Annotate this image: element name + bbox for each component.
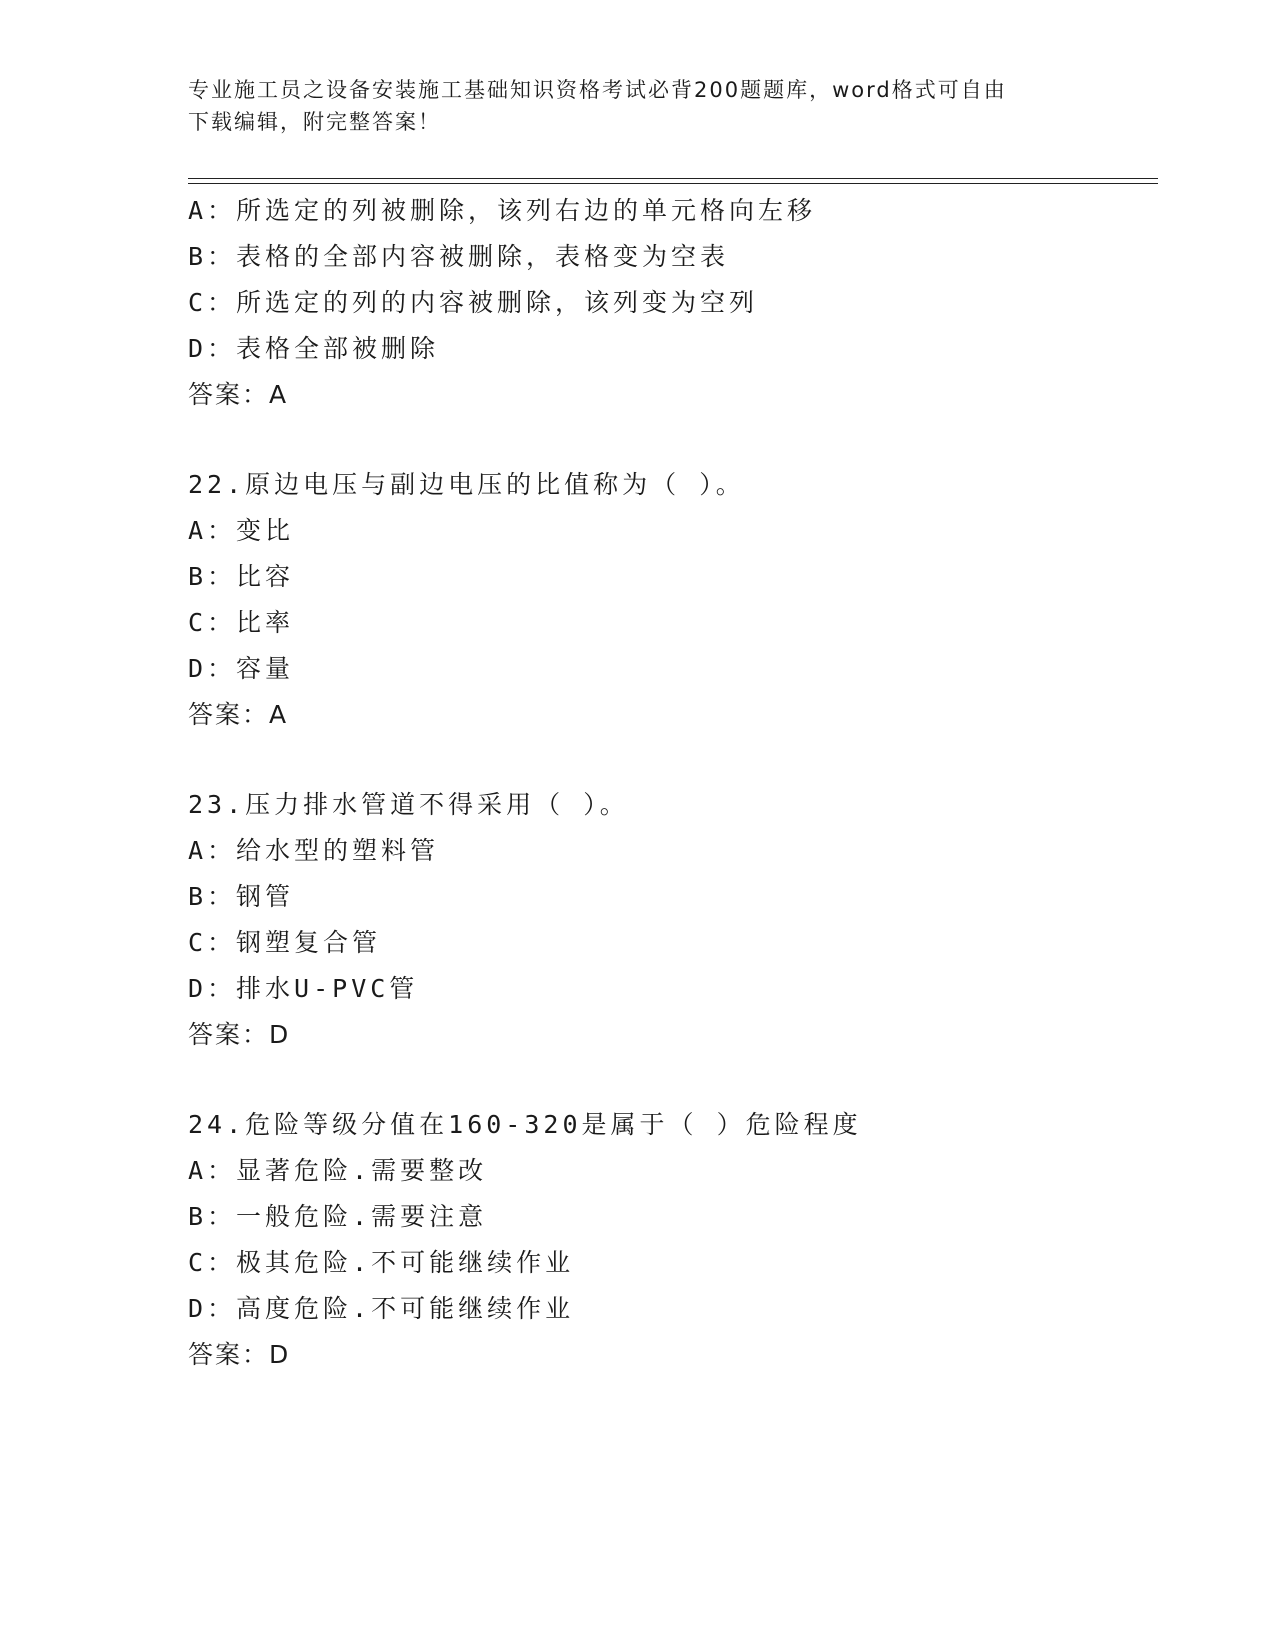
question-text: 23.压力排水管道不得采用（ ）。	[188, 790, 629, 819]
header-divider-bottom	[188, 183, 1158, 184]
header-divider-top	[188, 178, 1158, 179]
question-block-21	[188, 188, 1168, 418]
question-text: 24.危险等级分值在160-320是属于（ ）危险程度	[188, 1110, 862, 1139]
option-b: B：表格的全部内容被删除，表格变为空表	[188, 242, 730, 271]
spacer	[188, 418, 1168, 462]
spacer	[188, 738, 1168, 782]
option-c: C：极其危险.不可能继续作业	[188, 1248, 575, 1277]
option-a: A：所选定的列被删除，该列右边的单元格向左移	[188, 196, 817, 225]
question-block-22	[188, 462, 1168, 738]
option-c: C：钢塑复合管	[188, 928, 382, 957]
option-b: B：钢管	[188, 882, 295, 911]
option-c: C：所选定的列的内容被删除，该列变为空列	[188, 288, 759, 317]
question-list	[188, 188, 1168, 1378]
header-line-1: 专业施工员之设备安装施工基础知识资格考试必背200题题库，word格式可自由	[188, 78, 1007, 102]
answer-line: 答案：D	[188, 1020, 291, 1049]
option-d: D：排水U-PVC管	[188, 974, 419, 1003]
option-d: D：表格全部被删除	[188, 334, 440, 363]
question-block-23	[188, 782, 1168, 1058]
question-text: 22.原边电压与副边电压的比值称为（ ）。	[188, 470, 745, 499]
option-b: B：一般危险.需要注意	[188, 1202, 488, 1231]
option-a: A：变比	[188, 516, 295, 545]
spacer	[188, 1058, 1168, 1102]
question-block-24	[188, 1102, 1168, 1378]
header-line-2: 下载编辑，附完整答案！	[188, 110, 441, 134]
option-d: D：高度危险.不可能继续作业	[188, 1294, 575, 1323]
option-b: B：比容	[188, 562, 295, 591]
answer-line: 答案：A	[188, 700, 289, 729]
answer-line: 答案：D	[188, 1340, 291, 1369]
option-d: D：容量	[188, 654, 295, 683]
document-header	[188, 74, 1088, 138]
option-a: A：给水型的塑料管	[188, 836, 440, 865]
option-c: C：比率	[188, 608, 295, 637]
option-a: A：显著危险.需要整改	[188, 1156, 488, 1185]
answer-line: 答案：A	[188, 380, 289, 409]
